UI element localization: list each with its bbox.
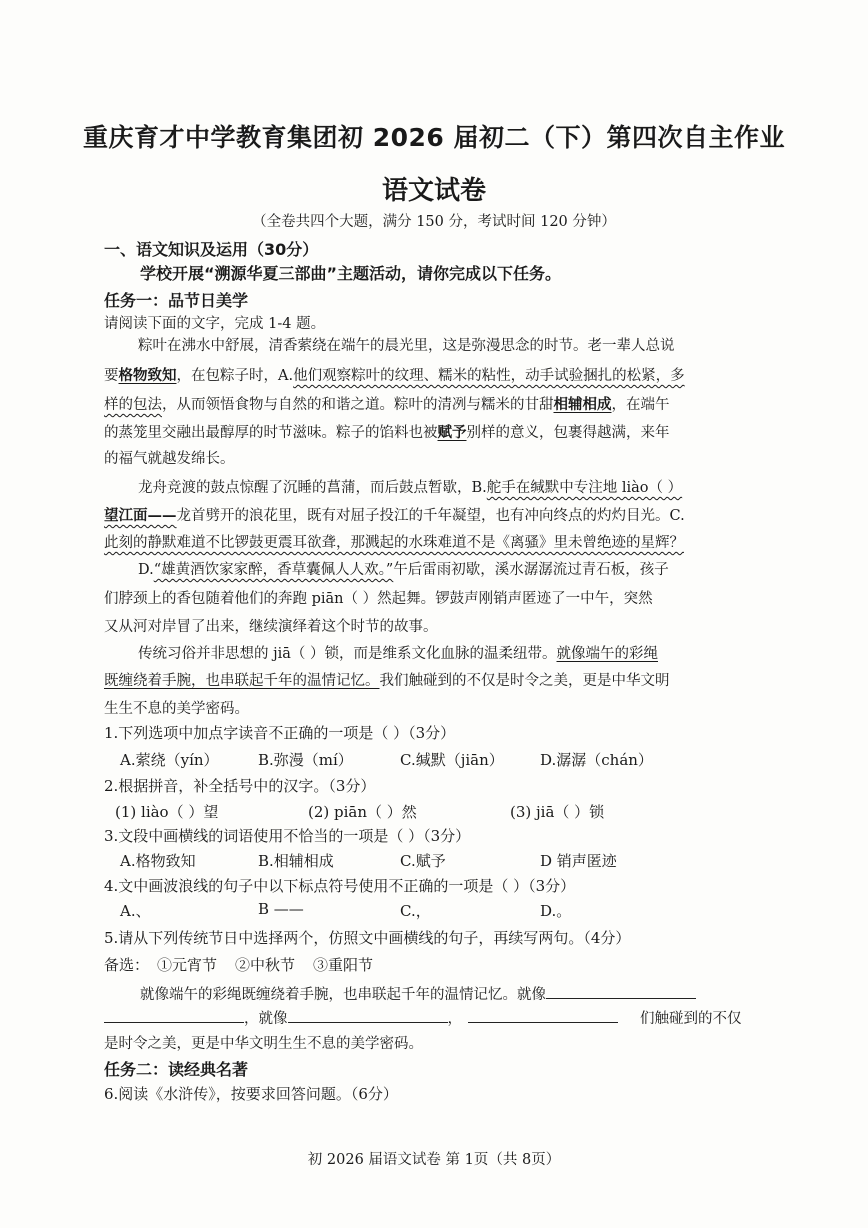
passage-line: [104, 421, 670, 442]
text-run: ，从而领悟食物与自然的和谐之道。粽叶的清冽与糯米的甘甜: [162, 397, 554, 413]
text-run: ，在端午: [611, 397, 670, 413]
wavy-sentence: 此刻的静默难道不比锣鼓更震耳欲聋，那溅起的水珠难道不是《离骚》里未曾绝迹的星辉？: [104, 535, 684, 551]
text-run: 龙舟竞渡的鼓点惊醒了沉睡的菖蒲，而后鼓点暂歇，B.: [138, 480, 487, 496]
question-1: 1.下列选项中加点字读音不正确的一项是（ ）（3分）: [104, 724, 456, 742]
option-d: D.。: [540, 902, 572, 920]
page-footer: 初 2026 届语文试卷 第 1页（共 8页）: [307, 1152, 561, 1168]
write-blank[interactable]: [468, 1008, 618, 1023]
option-c: C.，: [400, 902, 431, 920]
wavy-sentence: 望江面——: [104, 507, 177, 524]
question-2: 2.根据拼音，补全括号中的汉字。（3分）: [104, 777, 376, 795]
question-4: 4.文中画波浪线的句子中以下标点符号使用不正确的一项是（ ）（3分）: [104, 877, 576, 895]
question-5: 5.请从下列传统节日中选择两个，仿照文中画横线的句子，再续写两句。（4分）: [104, 929, 631, 947]
answer-blank-3[interactable]: (3) jiā（ ）锁: [510, 803, 605, 821]
exam-note: （全卷共四个大题，满分 150 分，考试时间 120 分钟）: [252, 214, 616, 230]
text-run: 要: [104, 368, 119, 384]
section-heading: 一、语文知识及运用（30分）: [104, 240, 319, 259]
wavy-sentence: 他们观察粽叶的纹理、糯米的粘性，动手试验捆扎的松紧，多: [293, 368, 685, 384]
text-run: 龙首劈开的浪花里，既有对屈子投江的千年凝望，也有冲向终点的灼灼目光。C.: [176, 508, 685, 524]
underlined-term: 格物致知: [118, 367, 177, 384]
festival-option: ③重阳节: [313, 956, 374, 974]
text-run: 我们触碰到的不仅是时令之美，更是中华文明: [379, 673, 670, 689]
write-blank[interactable]: [104, 1008, 244, 1023]
passage-line: 又从河对岸冒了出来，继续演绎着这个时节的故事。: [104, 619, 438, 635]
wavy-sentence: “雄黄酒饮家家醉，香草囊佩人人欢。”: [153, 562, 394, 578]
text-run: 午后雷雨初歇，溪水潺潺流过青石板，孩子: [393, 562, 669, 578]
write-blank[interactable]: [546, 984, 696, 999]
answer-line: 是时令之美，更是中华文明生生不息的美学密码。: [104, 1036, 423, 1052]
passage-line: [138, 558, 669, 579]
option-a: A.、: [120, 902, 151, 920]
passage-line: 粽叶在沸水中舒展，清香萦绕在端午的晨光里，这是弥漫思念的时节。老一辈人总说: [138, 338, 675, 354]
activity-intro: 学校开展“溯源华夏三部曲”主题活动，请你完成以下任务。: [140, 264, 562, 283]
option-b: B.相辅相成: [258, 852, 334, 870]
festival-option: ①元宵节: [157, 956, 218, 974]
option-c: C.赋予: [400, 852, 446, 870]
underlined-term: 相辅相成: [553, 396, 612, 413]
passage-line: 们脖颈上的香包随着他们的奔跑 piān（ ）然起舞。锣鼓声刚销声匿迹了一中午，突然: [104, 591, 653, 607]
answer-blank-1[interactable]: (1) liào（ ）望: [115, 803, 219, 821]
task2-heading: 任务二：读经典名著: [104, 1060, 249, 1079]
passage-line: 的福气就越发绵长。: [104, 451, 235, 467]
option-b: B.弥漫（mí）: [258, 751, 353, 769]
text-run: D.: [138, 562, 154, 578]
text-run: 的蒸笼里交融出最醇厚的时节滋味。粽子的馅料也被: [104, 425, 438, 441]
passage-line: [138, 642, 658, 663]
text-run: ，在包粽子时，A.: [176, 368, 294, 384]
wavy-sentence: 舵手在缄默中专注地 liào（ ）: [486, 480, 683, 496]
options-row: [104, 954, 373, 975]
wavy-sentence: 样的包法: [104, 397, 162, 413]
text-run: ，就像: [244, 1011, 288, 1027]
text-run: 们触碰到的不仅: [640, 1011, 742, 1027]
option-d: D 销声匿迹: [540, 852, 617, 870]
underlined-sentence: 就像端午的彩绳: [556, 646, 658, 662]
passage-line: [104, 669, 670, 690]
festival-option: ②中秋节: [235, 956, 296, 974]
task1-heading: 任务一：品节日美学: [104, 291, 249, 310]
passage-line: [104, 531, 684, 552]
option-c: C.缄默（jiān）: [400, 751, 504, 769]
question-3: 3.文段中画横线的词语使用不恰当的一项是（ ）（3分）: [104, 827, 471, 845]
task1-instruction: 请阅读下面的文字，完成 1-4 题。: [104, 316, 326, 332]
passage-line: [104, 504, 685, 525]
text-run: 传统习俗并非思想的 jiā（ ）锁，而是维系文化血脉的温柔纽带。: [138, 646, 557, 662]
option-b: B ——: [258, 900, 304, 918]
option-a: A.格物致知: [120, 852, 196, 870]
passage-line: [138, 476, 682, 497]
underlined-sentence: 既缠绕着手腕，也串联起千年的温情记忆。: [104, 673, 380, 689]
model-sentence: [140, 983, 696, 1004]
option-a: A.萦绕（yín）: [120, 751, 219, 769]
write-blank[interactable]: [288, 1008, 448, 1023]
answer-line: [104, 1007, 742, 1028]
passage-line: [104, 364, 685, 385]
passage-line: [104, 393, 670, 414]
underlined-term: 赋予: [437, 424, 467, 441]
answer-blank-2[interactable]: (2) piān（ ）然: [308, 803, 417, 821]
exam-subtitle: 语文试卷: [381, 176, 486, 206]
text-run: ，: [447, 1011, 462, 1027]
options-label: 备选：: [104, 956, 150, 974]
option-d: D.潺潺（chán）: [540, 751, 653, 769]
exam-title: 重庆育才中学教育集团初 2026 届初二（下）第四次自主作业: [83, 123, 785, 152]
passage-line: 生生不息的美学密码。: [104, 701, 249, 717]
text-run: 别样的意义，包裹得越满，来年: [466, 425, 670, 441]
model-text: 就像端午的彩绳既缠绕着手腕，也串联起千年的温情记忆。就像: [140, 987, 546, 1003]
question-6: 6.阅读《水浒传》，按要求回答问题。（6分）: [104, 1085, 398, 1103]
